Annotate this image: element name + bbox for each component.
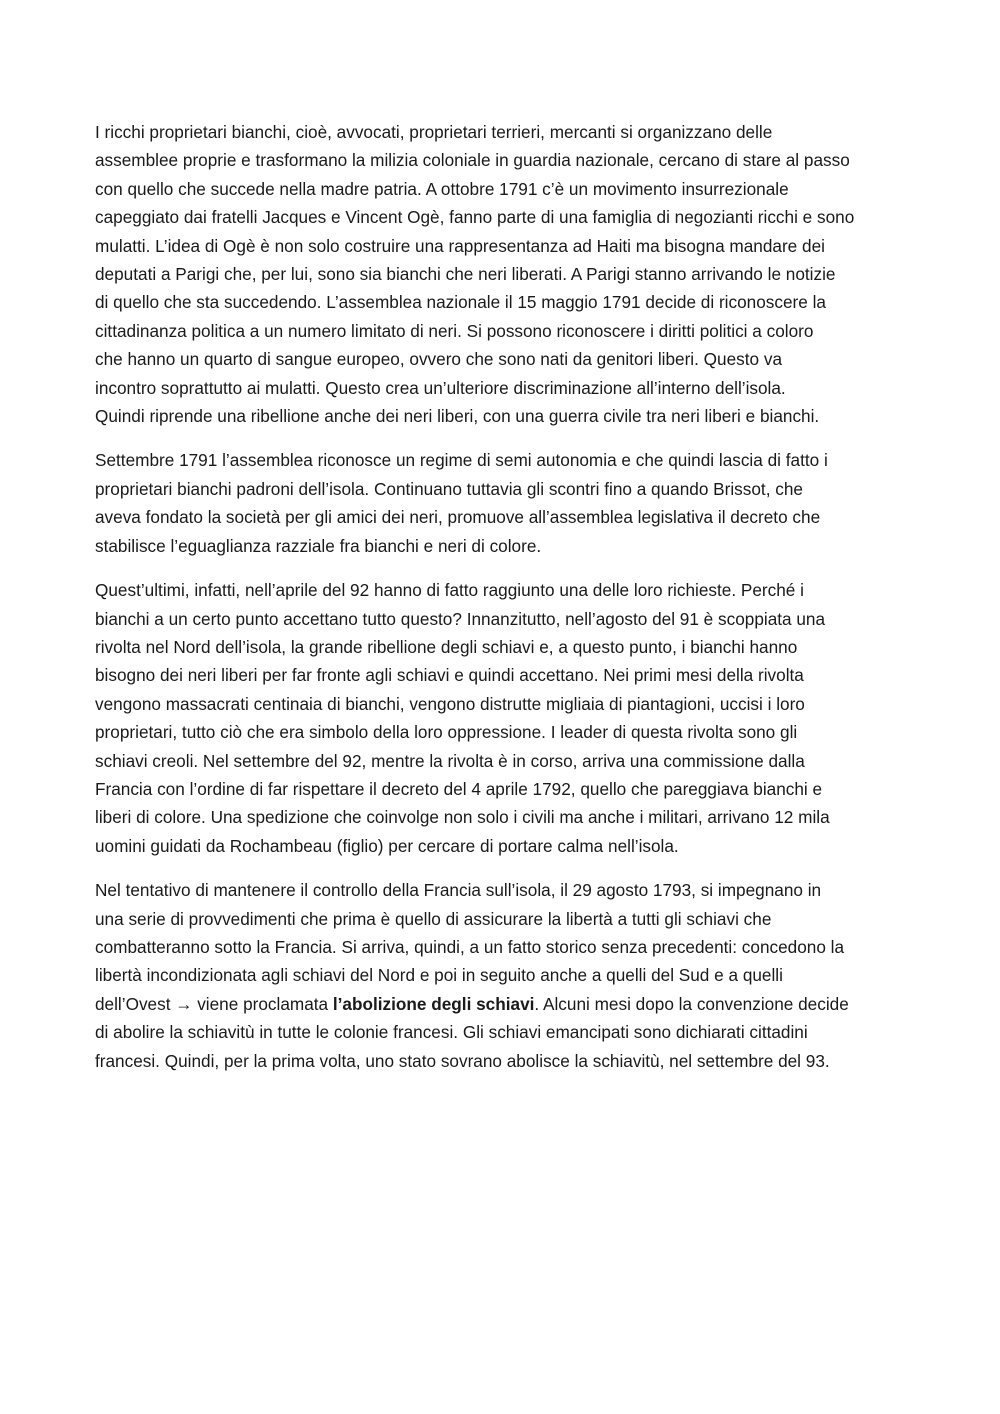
text-run: . Alcuni mesi dopo la convenzione decide <box>534 993 849 1014</box>
text-line: rivolta nel Nord dell’isola, la grande ribellione degli schiavi e, a questo punto, i bianchi hanno <box>95 636 798 657</box>
text-line: proprietari bianchi padroni dell’isola. Continuano tuttavia gli scontri fino a quando Brissot, che <box>95 478 803 499</box>
paragraph-4 <box>95 876 915 1075</box>
text-line: Francia con l’ordine di far rispettare il decreto del 4 aprile 1792, quello che pareggiava bianchi e <box>95 778 823 799</box>
text-line: aveva fondato la società per gli amici dei neri, promuove all’assemblea legislativa il decreto che <box>95 507 821 528</box>
text-line: proprietari, tutto ciò che era simbolo della loro oppressione. I leader di questa rivolta sono gli <box>95 722 798 743</box>
text-line: schiavi creoli. Nel settembre del 92, mentre la rivolta è in corso, arriva una commissione dalla <box>95 750 805 771</box>
text-line: Quindi riprende una ribellione anche dei neri liberi, con una guerra civile tra neri liberi e bianchi. <box>95 406 820 427</box>
text-line: deputati a Parigi che, per lui, sono sia bianchi che neri liberati. A Parigi stanno arrivando le notizie <box>95 264 836 285</box>
document-page <box>95 118 915 1091</box>
text-line: francesi. Quindi, per la prima volta, uno stato sovrano abolisce la schiavitù, nel settembre del 93. <box>95 1050 830 1071</box>
text-line: liberi di colore. Una spedizione che coinvolge non solo i civili ma anche i militari, arrivano 12 mila <box>95 807 830 828</box>
text-line: cittadinanza politica a un numero limitato di neri. Si possono riconoscere i diritti politici a coloro <box>95 320 814 341</box>
paragraph-2 <box>95 446 915 560</box>
text-line: Quest’ultimi, infatti, nell’aprile del 92 hanno di fatto raggiunto una delle loro richieste. Perché i <box>95 580 804 601</box>
text-line: stabilisce l’eguaglianza razziale fra bianchi e neri di colore. <box>95 535 542 556</box>
text-line: I ricchi proprietari bianchi, cioè, avvocati, proprietari terrieri, mercanti si organizzano delle <box>95 122 773 142</box>
text-run: dell’Ovest → viene proclamata <box>95 993 333 1014</box>
bold-phrase: l’abolizione degli schiavi <box>332 993 535 1014</box>
text-line: con quello che succede nella madre patria. A ottobre 1791 c’è un movimento insurrezionale <box>95 178 789 199</box>
paragraph-3 <box>95 576 915 860</box>
text-line: capeggiato dai fratelli Jacques e Vincent Ogè, fanno parte di una famiglia di negozianti ricchi e sono <box>95 207 855 228</box>
text-line: uomini guidati da Rochambeau (figlio) per cercare di portare calma nell’isola. <box>95 835 679 856</box>
text-line: libertà incondizionata agli schiavi del Nord e poi in seguito anche a quelli del Sud e a quelli <box>95 965 783 986</box>
text-line: Settembre 1791 l’assemblea riconosce un regime di semi autonomia e che quindi lascia di fatto i <box>95 450 828 471</box>
text-line: assemblee proprie e trasformano la milizia coloniale in guardia nazionale, cercano di stare al passo <box>95 150 850 171</box>
text-line: bianchi a un certo punto accettano tutto questo? Innanzitutto, nell’agosto del 91 è scoppiata una <box>95 608 826 629</box>
text-line: mulatti. L’idea di Ogè è non solo costruire una rappresentanza ad Haiti ma bisogna mandare dei <box>95 235 825 256</box>
text-line: di abolire la schiavitù in tutte le colonie francesi. Gli schiavi emancipati sono dichiarati cittadini <box>95 1022 808 1043</box>
text-line: incontro soprattutto ai mulatti. Questo crea un’ulteriore discriminazione all’interno dell’isola. <box>95 377 786 398</box>
text-line: combatteranno sotto la Francia. Si arriva, quindi, a un fatto storico senza precedenti: concedono la <box>95 936 845 957</box>
text-line: di quello che sta succedendo. L’assemblea nazionale il 15 maggio 1791 decide di riconoscere la <box>95 292 826 313</box>
paragraph-1 <box>95 118 915 430</box>
text-line: Nel tentativo di mantenere il controllo della Francia sull’isola, il 29 agosto 1793, si impegnano in <box>95 880 822 901</box>
text-line: che hanno un quarto di sangue europeo, ovvero che sono nati da genitori liberi. Questo va <box>95 349 783 370</box>
text-line-with-emphasis <box>95 990 915 1018</box>
text-line: vengono massacrati centinaia di bianchi, vengono distrutte migliaia di piantagioni, uccisi i loro <box>95 693 805 714</box>
text-line: una serie di provvedimenti che prima è quello di assicurare la libertà a tutti gli schiavi che <box>95 908 772 929</box>
text-line: bisogno dei neri liberi per far fronte agli schiavi e quindi accettano. Nei primi mesi della rivolta <box>95 665 804 686</box>
